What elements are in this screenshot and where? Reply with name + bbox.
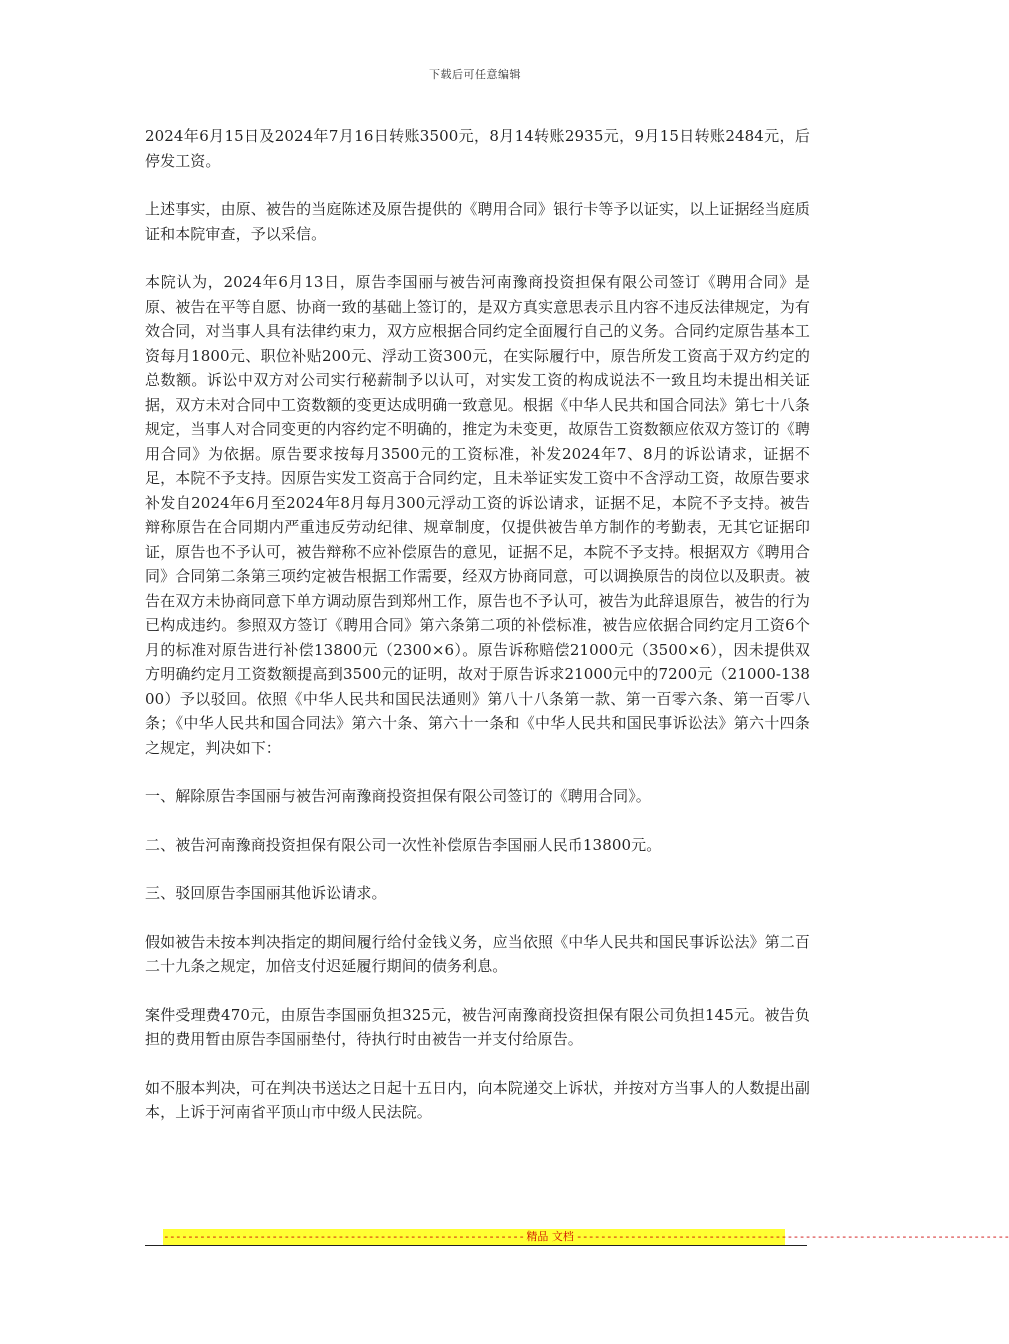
paragraph-facts: 上述事实，由原、被告的当庭陈述及原告提供的《聘用合同》银行卡等予以证实，以上证据经当庭质证和本院审查，予以采信。 xyxy=(145,200,810,243)
paragraph-ruling-2: 二、被告河南豫商投资担保有限公司一次性补偿原告李国丽人民币13800元。 xyxy=(145,835,662,854)
paragraph-appeal: 如不服本判决，可在判决书送达之日起十五日内，向本院递交上诉状，并按对方当事人的人数提出副本，上诉于河南省平顶山市中级人民法院。 xyxy=(145,1078,810,1121)
footer-dashes-left: ------------------------------------------------------------ xyxy=(163,1230,525,1243)
paragraph-ruling-3: 三、驳回原告李国丽其他诉讼请求。 xyxy=(145,884,387,902)
paragraph-transfers: 2024年6月15日及2024年7月16日转账3500元，8月14转账2935元，9月15日转账2484元，后停发工资。 xyxy=(145,127,810,170)
paragraph-late-payment: 假如被告未按本判决指定的期间履行给付金钱义务，应当依照《中华人民共和国民事诉讼法》第二百二十九条之规定，加倍支付迟延履行期间的债务利息。 xyxy=(145,932,810,975)
document-body xyxy=(145,124,810,1149)
paragraph-fees: 案件受理费470元，由原告李国丽负担325元，被告河南豫商投资担保有限公司负担145元。被告负担的费用暂由原告李国丽垫付，待执行时由被告一并支付给原告。 xyxy=(145,1005,810,1048)
footer-divider xyxy=(145,1245,807,1246)
footer-banner xyxy=(163,1229,1009,1245)
paragraph-court-opinion: 本院认为，2024年6月13日，原告李国丽与被告河南豫商投资担保有限公司签订《聘用合同》是原、被告在平等自愿、协商一致的基础上签订的，是双方真实意思表示且内容不违反法律规定，为有效合同，对当事人具有法律约束力，双方应根据合同约定全面履行自己的义务。合同约定原告基本工资每月1800元、职位补贴200元、浮动工资300元，在实际履行中，原告所发工资高于双方约定的总数额。诉讼中双方对公司实行秘薪制予以认可，对实发工资的构成说法不一致且均未提出相关证据，双方未对合同中工资数额的变更达成明确一致意见。根据《中华人民共和国合同法》第七十八条规定，当事人对合同变更的内容约定不明确的，推定为未变更，故原告工资数额应依双方签订的《聘用合同》为依据。原告要求按每月3500元的工资标准，补发2024年7、8月的诉讼请求，证据不足，本院不予支持。因原告实发工资高于合同约定，且未举证实发工资中不含浮动工资，故原告要求补发自2024年6月至2024年8月每月300元浮动工资的诉讼请求，证据不足，本院不予支持。被告辩称原告在合同期内严重违反劳动纪律、规章制度，仅提供被告单方制作的考勤表，无其它证据印证，原告也不予认可，被告辩称不应补偿原告的意见，证据不足，本院不予支持。根据双方《聘用合同》合同第二条第三项约定被告根据工作需要，经双方协商同意，可以调换原告的岗位以及职责。被告在双方未协商同意下单方调动原告到郑州工作，原告也不予认可，被告为此辞退原告，被告的行为已构成违约。参照双方签订《聘用合同》第六条第二项的补偿标准，被告应依据合同约定月工资6个月的标准对原告进行补偿13800元（2300×6）。原告诉称赔偿21000元（3500×6），因未提供双方明确约定月工资数额提高到3500元的证明，故对于原告诉求21000元中的7200元（21000-13800）予以驳回。依照《中华人民共和国民法通则》第八十八条第一款、第一百零六条、第一百零八条；《中华人民共和国合同法》第六十条、第六十一条和《中华人民共和国民事诉讼法》第六十四条之规定，判决如下： xyxy=(145,273,810,757)
footer-label: 精品 文档 xyxy=(526,1230,574,1243)
footer-dashes-right: ------------------------------------------------------------------------ xyxy=(575,1230,1009,1243)
paragraph-ruling-1: 一、解除原告李国丽与被告河南豫商投资担保有限公司签订的《聘用合同》。 xyxy=(145,787,651,805)
page-header: 下载后可任意编辑 xyxy=(429,68,521,81)
